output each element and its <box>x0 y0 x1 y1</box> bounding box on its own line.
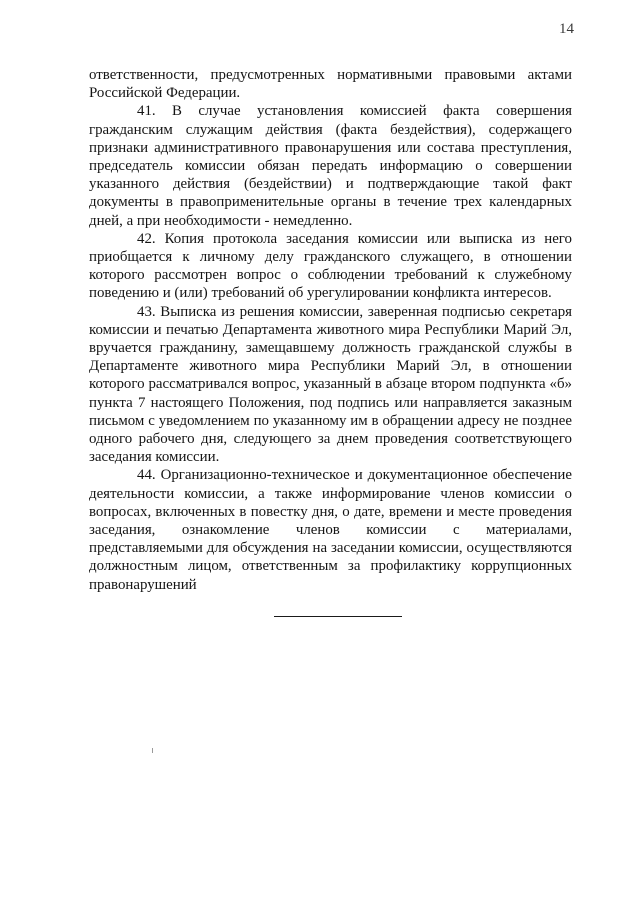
paragraph-42: 42. Копия протокола заседания комиссии или выписка из него приобщается к личному делу гражданского служащего, в отношении которого рассмотрен вопрос о соблюдении требований к служебному поведению и (или) требований об урегулировании конфликта интересов. <box>89 230 572 302</box>
paragraph-41: 41. В случае установления комиссией факта совершения гражданским служащим действия (факта бездействия), содержащего признаки административного правонарушения или состава преступления, председатель комиссии обязан передать информацию о совершении указанного действия (бездействии) и подтверждающие такой факт документы в правоприменительные органы в течение трех календарных дней, а при необходимости - немедленно. <box>89 103 572 229</box>
paragraph-continuation: ответственности, предусмотренных нормативными правовыми актами Российской Федерации. <box>89 67 572 102</box>
closing-rule <box>274 616 402 617</box>
page-number: 14 <box>559 21 574 37</box>
paragraph-44: 44. Организационно-техническое и документационное обеспечение деятельности комиссии, а также информирование членов комиссии о вопросах, включенных в повестку дня, о дате, времени и месте проведения заседания, ознакомление членов комиссии с материалами, представляемыми для обсуждения на заседании комиссии, осуществляются должностным лицом, ответственным за профилактику коррупционных правонарушений <box>89 467 572 593</box>
document-body <box>89 66 572 594</box>
paragraph-43: 43. Выписка из решения комиссии, заверенная подписью секретаря комиссии и печатью Департамента животного мира Республики Марий Эл, вручается гражданину, замещавшему должность гражданской службы в Департаменте животного мира Республики Марий Эл, в отношении которого рассматривался вопрос, указанный в абзаце втором подпункта «б» пункта 7 настоящего Положения, под подпись или направляется заказным письмом с уведомлением по указанному им в обращении адресу не позднее одного рабочего дня, следующего за днем проведения соответствующего заседания комиссии. <box>89 303 572 466</box>
scan-mark <box>152 748 153 753</box>
